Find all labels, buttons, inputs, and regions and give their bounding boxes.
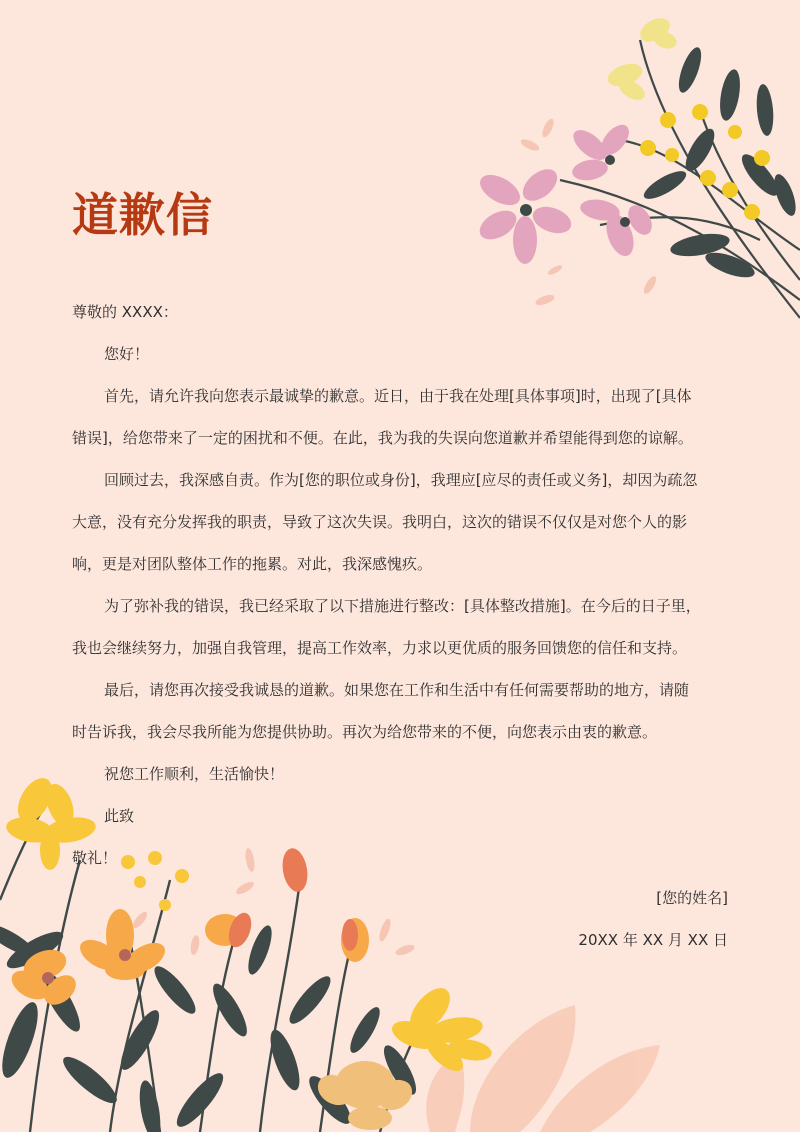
paragraph-1-line-2: 错误]，给您带来了一定的困扰和不便。在此，我为我的失误向您道歉并希望能得到您的谅解。 (72, 429, 693, 447)
paragraph-1-line-1: 首先，请允许我向您表示最诚挚的歉意。近日，由于我在处理[具体事项]时，出现了[具体 (104, 387, 692, 405)
yellow-flowers-bottom (4, 772, 493, 1077)
paragraph-2-line-1: 回顾过去，我深感自责。作为[您的职位或身份]，我理应[应尽的责任或义务]，却因为疏忽 (104, 471, 698, 489)
pale-petals-bottom (131, 847, 416, 957)
closing-line-2: 敬礼！ (72, 849, 118, 867)
letter-date: 20XX 年 XX 月 XX 日 (578, 931, 728, 949)
paragraph-3-line-2: 我也会继续努力，加强自我管理，提高工作效率，力求以更优质的服务回馈您的信任和支持。 (72, 639, 688, 657)
paragraph-2-line-3: 响，更是对团队整体工作的拖累。对此，我深感愧疚。 (72, 555, 433, 573)
pink-flowers-top (475, 117, 659, 307)
pale-yellow-flowers-top (605, 13, 679, 104)
leaves-bottom (0, 919, 422, 1132)
paragraph-3-line-1: 为了弥补我的错误，我已经采取了以下措施进行整改：[具体整改措施]。在今后的日子里， (104, 597, 701, 615)
paragraph-4-line-1: 最后，请您再次接受我诚恳的道歉。如果您在工作和生活中有任何需要帮助的地方，请随 (104, 681, 690, 699)
signature: [您的姓名] (656, 889, 728, 907)
greeting: 您好！ (104, 345, 150, 363)
stem-group-top (560, 40, 800, 318)
closing-line-1: 此致 (104, 807, 135, 825)
salutation: 尊敬的 XXXX： (72, 303, 178, 321)
leaves-top (640, 45, 800, 283)
paragraph-2-line-2: 大意，没有充分发挥我的职责，导致了这次失误。我明白，这次的错误不仅仅是对您个人的影 (72, 513, 688, 531)
paragraph-4-line-2: 时告诉我，我会尽我所能为您提供协助。再次为给您带来的不便，向您表示由衷的歉意。 (72, 723, 658, 741)
stems-bottom (0, 800, 430, 1132)
letter-title: 道歉信 (72, 188, 213, 242)
yellow-buds-top (640, 104, 770, 220)
orange-flowers-bottom (7, 846, 418, 1130)
pale-background-petals (426, 1005, 660, 1132)
wish-line: 祝您工作顺利，生活愉快！ (104, 765, 285, 783)
